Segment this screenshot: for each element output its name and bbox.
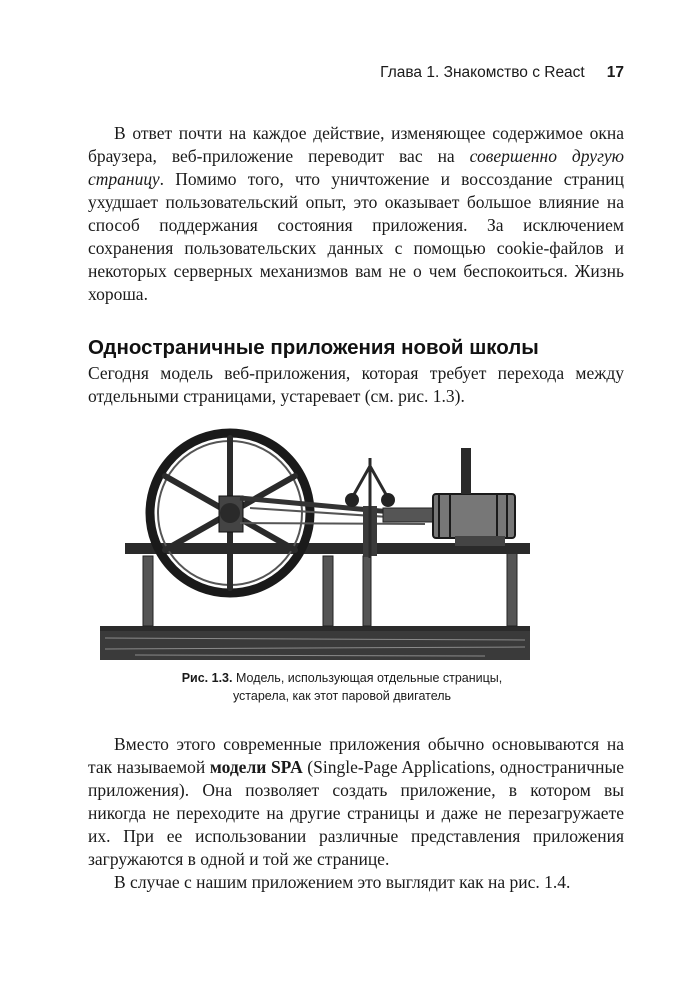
section-intro-text: Сегодня модель веб-приложения, которая требует перехода между отдельными страницами, устаревает (см. рис. 1.3). [88, 363, 624, 406]
para1-text-start: В ответ почти на каждое действие, изменяющее содержимое окна браузера, веб-приложение переводит вас на [88, 123, 624, 166]
para1-emphasis: совершенно другую страницу [88, 146, 624, 189]
paragraph-browser-navigation [88, 122, 624, 306]
paragraph-2 [88, 733, 624, 871]
caption-label: Рис. 1.3. [181, 671, 233, 685]
chapter-title: Глава 1. Знакомство с React [380, 64, 585, 81]
para2-strong: модели SPA [209, 757, 303, 777]
paragraph-1 [88, 122, 624, 306]
steam-engine-illustration [95, 428, 535, 665]
paragraph-spa [88, 733, 624, 894]
figure-caption [160, 669, 524, 705]
caption-text: Модель, использующая отдельные страницы, устарела, как этот паровой двигатель [232, 671, 503, 703]
section-intro [88, 362, 624, 408]
para2-text-end: (Single-Page Applications, одностраничные приложения). Она позволяет создать приложение, в котором вы никогда не переходите на другие страницы и даже не перезагружаете их. При ее использовании различные представления приложения загружаются в одной и той же странице. [88, 757, 624, 869]
para2-text-start: Вместо этого современные приложения обычно основываются на так называемой [88, 734, 624, 777]
steam-engine-figure [95, 428, 535, 665]
page-number: 17 [606, 64, 624, 81]
section-heading: Одностраничные приложения новой школы [88, 336, 539, 359]
para1-text-end: . Помимо того, что уничтожение и воссоздание страниц ухудшает пользовательский опыт, это оказывает большое влияние на способ поддержания состояния приложения. За исключением сохранения пользовательских данных с помощью cookie-файлов и некоторых серверных механизмов вам не о чем беспокоиться. Жизнь хороша. [88, 169, 624, 304]
paragraph-3: В случае с нашим приложением это выглядит как на рис. 1.4. [114, 872, 571, 892]
running-head [88, 64, 624, 88]
